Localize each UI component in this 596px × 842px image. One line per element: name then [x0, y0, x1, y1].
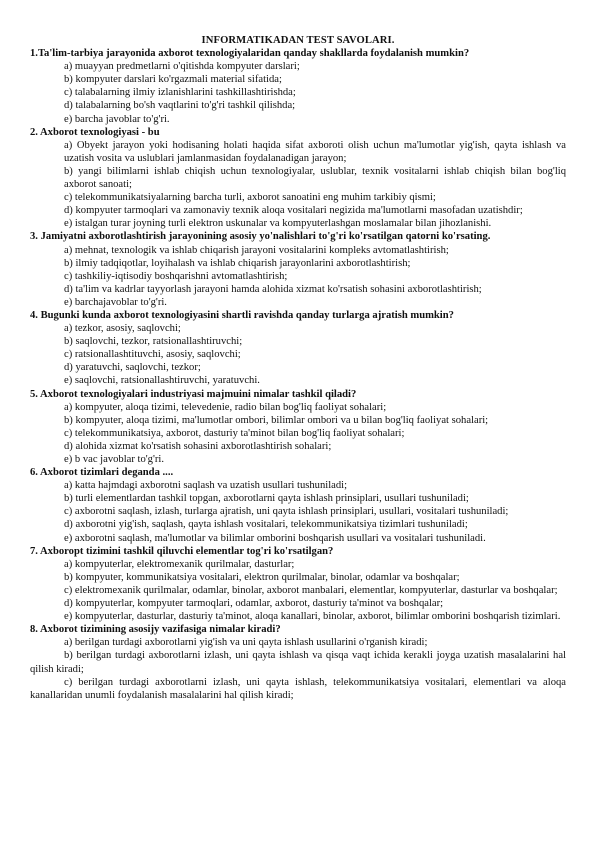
q5-option-d: d) alohida xizmat ko'rsatish sohasini axborotlashtirish sohalari;	[64, 440, 332, 452]
q3-option-d: d) ta'lim va kadrlar tayyorlash jarayoni hamda alohida xizmat ko'rsatish sohasini axborotlashtirish;	[64, 283, 482, 295]
q3-option-c: c) tashkiliy-iqtisodiy boshqarishni avtomatlashtirish;	[64, 270, 288, 282]
q6-option-d: d) axborotni yig'ish, saqlash, qayta ishlash vositalari, telekommunikatsiya tizimlari tushuniladi;	[64, 519, 468, 531]
q7-option-d: d) kompyuterlar, kompyuter tarmoqlari, odamlar, axborot, dasturiy ta'minot va boshqalar;	[64, 598, 444, 610]
q2-option-a: a) Obyekt jarayon yoki hodisaning holati haqida sifat axboroti olish uchun ma'lumotlar yig'ish, qayta ishlash va uzatish vosita va uslublari jamlanmasidan foydalanadigan jarayon;	[64, 139, 566, 164]
q7-option-a: a) kompyuterlar, elektromexanik qurilmalar, dasturlar;	[64, 558, 295, 570]
q6-option-e: e) axborotni saqlash, ma'lumotlar va bilimlar omborini boshqarish usullari va vositalari tushuniladi.	[64, 532, 486, 544]
question-6: 6. Axborot tizimlari deganda ....	[30, 467, 174, 479]
question-2: 2. Axborot texnologiyasi - bu	[30, 126, 160, 138]
q1-option-e: e) barcha javoblar to'g'ri.	[64, 113, 170, 125]
q1-option-d: d) talabalarning bo'sh vaqtlarini to'g'ri tashkil qilishda;	[64, 100, 296, 112]
q8-option-a: a) berilgan turdagi axborotlarni yig'ish va uni qayta ishlash usullarini o'rganish kiradi;	[64, 637, 428, 649]
q4-option-a: a) tezkor, asosiy, saqlovchi;	[64, 323, 181, 335]
question-5: 5. Axborot texnologiyalari industriyasi majmuini nimalar tashkil qiladi?	[30, 388, 357, 400]
q5-option-b: b) kompyuter, aloqa tizimi, ma'lumotlar ombori, bilimlar ombori va u bilan bog'liq faoliyat sohalari;	[64, 414, 489, 426]
q8-option-b: b) berilgan turdagi axborotlarni izlash, uni qayta ishlash va qisqa vaqt ichida kerakli joyga uzatish masalalarini hal qilish kiradi;	[30, 650, 566, 675]
q7-option-c: c) elektromexanik qurilmalar, odamlar, binolar, axborot manbalari, elementlar, kompyuterlar, dasturlar va boshqalar;	[64, 584, 558, 596]
q6-option-a: a) katta hajmdagi axborotni saqlash va uzatish usullari tushuniladi;	[64, 480, 348, 492]
question-4: 4. Bugunki kunda axborot texnologiyasini shartli ravishda qanday turlarga ajratish mumkin?	[30, 309, 454, 321]
q7-option-b: b) kompyuter, kommunikatsiya vositalari, elektron qurilmalar, binolar, odamlar va boshqalar;	[64, 571, 460, 583]
question-1: 1.Ta'lim-tarbiya jarayonida axborot texnologiyalaridan qanday shakllarda foydalanish mumkin?	[30, 48, 470, 60]
q1-option-b: b) kompyuter darslari ko'rgazmali material sifatida;	[64, 74, 282, 86]
q5-option-e: e) b vac javoblar to'g'ri.	[64, 454, 165, 465]
q2-option-e: e) istalgan turar joyning turli elektron uskunalar va kompyuterlashgan moslamalar bilan jihozlanishi.	[64, 218, 492, 230]
q6-option-c: c) axborotni saqlash, izlash, turlarga ajratish, uni qayta ishlash prinsiplari, usullari, vositalari tushuniladi;	[64, 506, 509, 518]
q5-option-c: c) telekommunikatsiya, axborot, dasturiy ta'minot bilan bog'liq faoliyat sohalari;	[64, 427, 405, 439]
q3-option-e: e) barchajavoblar to'g'ri.	[64, 296, 167, 308]
question-7: 7. Axboropt tizimini tashkil qiluvchi elementlar tog'ri ko'rsatilgan?	[30, 545, 334, 557]
question-8: 8. Axborot tizimining asosijy vazifasiga nimalar kiradi?	[30, 624, 281, 636]
q4-option-c: c) ratsionallashtituvchi, asosiy, saqlovchi;	[64, 349, 241, 361]
q4-option-d: d) yaratuvchi, saqlovchi, tezkor;	[64, 362, 201, 374]
q7-option-e: e) kompyuterlar, dasturlar, dasturiy ta'minot, aloqa kanallari, binolar, axborot, bilimlar omborini boshqarish tizimlari.	[64, 611, 561, 623]
q4-option-b: b) saqlovchi, tezkor, ratsionallashtiruvchi;	[64, 336, 243, 348]
q5-option-a: a) kompyuter, aloqa tizimi, televedenie, radio bilan bog'liq faoliyat sohalari;	[64, 401, 387, 413]
q8-option-c: c) berilgan turdagi axborotlarni izlash, uni qayta ishlash, telekommunikatsiya vositalari, elementlari va aloqa kanallaridan unumli foydalanish masalalarini hal qilish kiradi;	[30, 676, 566, 701]
q2-option-b: b) yangi bilimlarni ishlab chiqish uchun texnologiyalar, uslublar, texnik vositalarni ishlab chiqish bilan bog'liq axborot sanoati;	[64, 165, 566, 191]
q3-option-a: a) mehnat, texnologik va ishlab chiqarish jarayoni vositalarini kompleks avtomatlashtirish;	[64, 244, 449, 256]
question-3: 3. Jamiyatni axborotlashtirish jarayonining asosiy yo'nalishlari to'g'ri ko'rsatilgan qatorni ko'rsating.	[30, 231, 491, 243]
q1-option-c: c) talabalarning ilmiy izlanishlarini tashkillashtirishda;	[64, 87, 296, 99]
q2-option-d: d) kompyuter tarmoqlari va zamonaviy texnik aloqa vositalari negizida ma'lumotlarni masofadan uzatishdir;	[64, 205, 523, 217]
q3-option-b: b) ilmiy tadqiqotlar, loyihalash va ishlab chiqarish jarayonlarini axborotlashtirish;	[64, 257, 411, 269]
page-title: INFORMATIKADAN TEST SAVOLARI.	[201, 35, 395, 46]
q6-option-b: b) turli elementlardan tashkil topgan, axborotlarni qayta ishlash prinsiplari, usullari tushuniladi;	[64, 493, 469, 505]
q2-option-c: c) telekommunikatsiyalarning barcha turli, axborot sanoatini eng muhim tarkibiy qismi;	[64, 192, 436, 204]
q4-option-e: e) saqlovchi, ratsionallashtiruvchi, yaratuvchi.	[64, 375, 260, 387]
q1-option-a: a) muayyan predmetlarni o'qitishda kompyuter darslari;	[64, 61, 300, 73]
